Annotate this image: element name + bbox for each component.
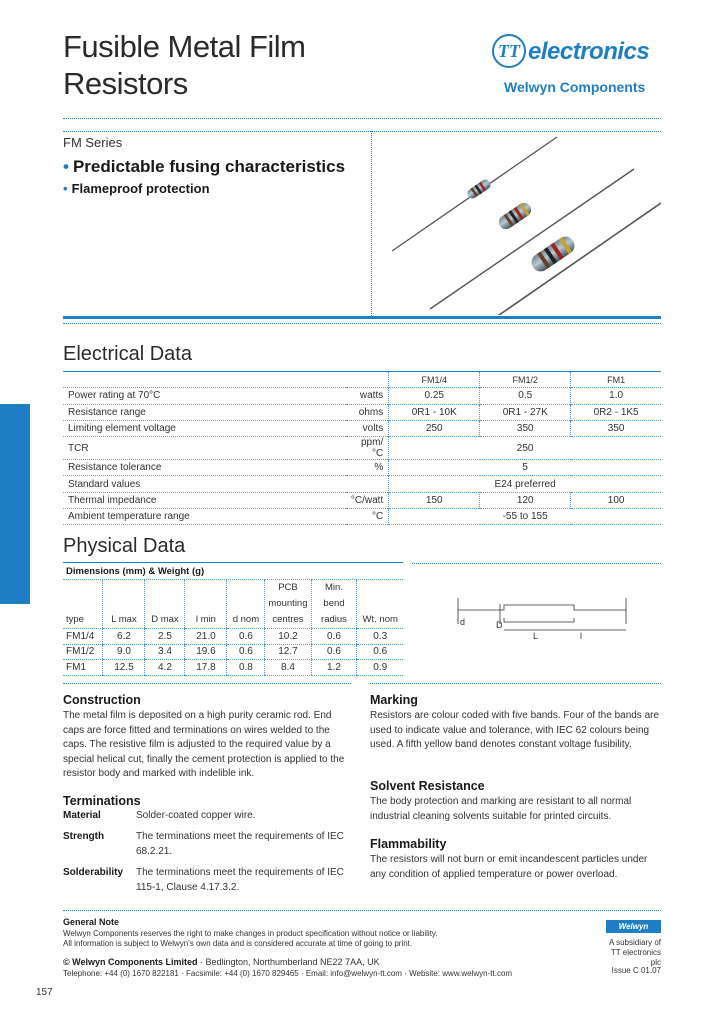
table-row bbox=[63, 660, 403, 676]
table-title: Dimensions (mm) & Weight (g) bbox=[63, 564, 403, 580]
divider bbox=[370, 683, 661, 684]
column-header: d nom bbox=[227, 580, 265, 629]
feature-text-1: Predictable fusing characteristics bbox=[72, 157, 346, 176]
row-label: Limiting element voltage bbox=[68, 423, 176, 435]
cell: 2.5 bbox=[145, 629, 185, 645]
feature-bullet-1 bbox=[63, 157, 345, 177]
welwyn-logo: Welwyn bbox=[606, 920, 661, 933]
general-note-heading: General Note bbox=[63, 917, 120, 927]
marking-heading: Marking bbox=[370, 693, 418, 707]
table-rule bbox=[63, 562, 403, 563]
company-name: © Welwyn Components Limited bbox=[63, 957, 198, 967]
row-label: TCR bbox=[68, 442, 89, 454]
subsidiary-text: A subsidiary of TT electronics plc bbox=[608, 938, 661, 967]
cell: 350 bbox=[571, 420, 661, 436]
cell: 0.5 bbox=[480, 388, 571, 404]
company-line: © Welwyn Components Limited · Bedlington, Northumberland NE22 7AA, UK bbox=[63, 957, 380, 967]
general-note-line-2: All information is subject to Welwyn's own data and is considered accurate at time of going to print. bbox=[63, 939, 413, 948]
resistor-small bbox=[465, 178, 492, 201]
cell: 120 bbox=[480, 492, 571, 508]
term-key-strength: Strength bbox=[63, 831, 105, 842]
resistor-outline bbox=[458, 605, 626, 610]
row-label: Standard values bbox=[68, 478, 141, 490]
cell: FM1/4 bbox=[63, 629, 103, 645]
resistor-medium bbox=[496, 200, 534, 232]
electrical-table bbox=[63, 371, 661, 525]
table-row bbox=[63, 492, 661, 508]
section-rule bbox=[63, 316, 661, 319]
merged-cell: 5 bbox=[389, 460, 661, 476]
label-L: L bbox=[533, 631, 539, 641]
column-header: D max bbox=[145, 580, 185, 629]
company-address: Bedlington, Northumberland NE22 7AA, UK bbox=[205, 957, 380, 967]
cell: 17.8 bbox=[185, 660, 227, 676]
cell: 0R2 - 1K5 bbox=[571, 404, 661, 420]
cell: 19.6 bbox=[185, 644, 227, 660]
flammability-text: The resistors will not burn or emit incandescent particles under any condition of applied temperature or power overload. bbox=[370, 854, 648, 880]
table-header-row bbox=[63, 372, 661, 388]
cell: FM1/2 bbox=[63, 644, 103, 660]
term-value-material: Solder-coated copper wire. bbox=[136, 810, 256, 821]
feature-bullet-2 bbox=[63, 181, 210, 196]
cell: 1.2 bbox=[311, 660, 357, 676]
cell: 4.2 bbox=[145, 660, 185, 676]
table-row bbox=[63, 460, 661, 476]
column-header: Wt. nom bbox=[357, 580, 403, 629]
cell: 350 bbox=[480, 420, 571, 436]
logo-name: electronics bbox=[528, 38, 650, 65]
term-key-material: Material bbox=[63, 810, 101, 821]
cell: 0.6 bbox=[311, 644, 357, 660]
page-title bbox=[63, 28, 306, 102]
row-label: Power rating at 70°C bbox=[68, 390, 161, 402]
cell: 0.6 bbox=[311, 629, 357, 645]
series-name: FM Series bbox=[63, 135, 123, 150]
table-title-row bbox=[63, 564, 403, 580]
table-row bbox=[63, 404, 661, 420]
table-row bbox=[63, 509, 661, 525]
cell: 0.3 bbox=[357, 629, 403, 645]
label-D: D bbox=[496, 620, 503, 630]
table-row bbox=[63, 437, 661, 460]
cell: 0.8 bbox=[227, 660, 265, 676]
cell: 0.25 bbox=[389, 388, 480, 404]
table-row bbox=[63, 644, 403, 660]
column-header: FM1/2 bbox=[480, 372, 571, 388]
cell: 8.4 bbox=[265, 660, 311, 676]
label-d: d bbox=[460, 617, 466, 627]
flammability-heading: Flammability bbox=[370, 837, 447, 851]
merged-cell: 250 bbox=[389, 437, 661, 460]
cell: 12.7 bbox=[265, 644, 311, 660]
cell: 0.6 bbox=[227, 629, 265, 645]
column-header: l min bbox=[185, 580, 227, 629]
cell: FM1 bbox=[63, 660, 103, 676]
page-number: 157 bbox=[36, 987, 53, 998]
cell: 21.0 bbox=[185, 629, 227, 645]
divider bbox=[63, 118, 661, 119]
bullet-icon: • bbox=[63, 157, 69, 176]
issue-text: Issue C 01.07 bbox=[611, 966, 661, 975]
column-header: L max bbox=[103, 580, 145, 629]
solvent-heading: Solvent Resistance bbox=[370, 779, 485, 793]
contact-line: Telephone: +44 (0) 1670 822181 · Facsimile: +44 (0) 1670 829465 · Email: info@welwyn-tt.com · Website: www.welwyn-tt.com bbox=[63, 969, 513, 978]
row-label: Resistance tolerance bbox=[68, 462, 162, 474]
side-tab bbox=[0, 404, 30, 604]
row-unit: watts bbox=[359, 390, 384, 402]
table-row bbox=[63, 388, 661, 404]
resistor-lead bbox=[430, 169, 634, 309]
row-label: Ambient temperature range bbox=[68, 511, 190, 523]
logo-division: Welwyn Components bbox=[504, 79, 646, 95]
physical-heading: Physical Data bbox=[63, 535, 186, 557]
column-header: type bbox=[63, 580, 103, 629]
feature-text-2: Flameproof protection bbox=[71, 181, 210, 196]
solvent-text: The body protection and marking are resistant to all normal industrial cleaning solvents suitable for printed circuits. bbox=[370, 796, 632, 822]
tt-logo-icon: TT bbox=[492, 34, 526, 68]
cell: 250 bbox=[389, 420, 480, 436]
cell: 3.4 bbox=[145, 644, 185, 660]
divider bbox=[63, 683, 351, 684]
cell: 0R1 - 27K bbox=[480, 404, 571, 420]
cell: 9.0 bbox=[103, 644, 145, 660]
dimension-diagram bbox=[412, 564, 661, 658]
table-header-row bbox=[63, 580, 403, 629]
row-unit: °C bbox=[372, 511, 384, 523]
label-l: l bbox=[580, 631, 582, 641]
term-key-solderability: Solderability bbox=[63, 867, 124, 878]
column-header: FM1/4 bbox=[389, 372, 480, 388]
cell: 0R1 - 10K bbox=[389, 404, 480, 420]
table-row bbox=[63, 420, 661, 436]
column-header: Min. bend radius bbox=[311, 580, 357, 629]
cell: 0.6 bbox=[227, 644, 265, 660]
cell: 150 bbox=[389, 492, 480, 508]
marking-text: Resistors are colour coded with five bands. Four of the bands are used to indicate value and tolerance, with IEC 62 colours being used. A fifth yellow band denotes constant voltage fusibility. bbox=[370, 710, 660, 750]
row-label: Thermal impedance bbox=[68, 494, 157, 506]
column-header: PCB mounting centres bbox=[265, 580, 311, 629]
cell: 12.5 bbox=[103, 660, 145, 676]
tt-electronics-logo bbox=[492, 34, 664, 104]
table-row bbox=[63, 476, 661, 492]
row-unit: % bbox=[374, 462, 384, 474]
divider bbox=[63, 323, 661, 324]
row-unit: ppm/°C bbox=[361, 437, 384, 460]
cell: 100 bbox=[571, 492, 661, 508]
resistor-large bbox=[528, 233, 578, 275]
terminations-heading: Terminations bbox=[63, 794, 141, 808]
row-unit: ohms bbox=[358, 406, 384, 418]
merged-cell: -55 to 155 bbox=[389, 509, 661, 525]
cell: 0.9 bbox=[357, 660, 403, 676]
resistor-outline bbox=[504, 618, 574, 622]
dimensions-table bbox=[63, 564, 403, 676]
table-row bbox=[63, 629, 403, 645]
general-note-line-1: Welwyn Components reserves the right to make changes in product specification without notice or liability. bbox=[63, 929, 438, 938]
construction-heading: Construction bbox=[63, 693, 141, 707]
cell: 1.0 bbox=[571, 388, 661, 404]
cell: 6.2 bbox=[103, 629, 145, 645]
row-unit: volts bbox=[362, 423, 384, 435]
construction-text: The metal film is deposited on a high purity ceramic rod. End caps are force fitted and terminations on wires welded to the caps. The resistive film is adjusted to the required value by a special helical cut, finally the cement protection is applied to the resistor body and marked with indelible ink. bbox=[63, 710, 345, 779]
term-value-solderability: The terminations meet the requirements of IEC 115-1, Clause 4.17.3.2. bbox=[136, 867, 344, 893]
bullet-icon: • bbox=[63, 181, 68, 196]
row-unit bbox=[346, 476, 389, 492]
cell: 0.6 bbox=[357, 644, 403, 660]
resistor-photo bbox=[372, 131, 661, 315]
row-label: Resistance range bbox=[68, 406, 146, 418]
divider bbox=[63, 910, 661, 911]
title-line-2: Resistors bbox=[63, 66, 188, 101]
title-line-1: Fusible Metal Film bbox=[63, 29, 306, 64]
cell: 10.2 bbox=[265, 629, 311, 645]
electrical-heading: Electrical Data bbox=[63, 343, 192, 365]
column-header: FM1 bbox=[571, 372, 661, 388]
row-unit: °C/watt bbox=[350, 494, 384, 506]
merged-cell: E24 preferred bbox=[389, 476, 661, 492]
term-value-strength: The terminations meet the requirements of IEC 68.2.21. bbox=[136, 831, 344, 857]
